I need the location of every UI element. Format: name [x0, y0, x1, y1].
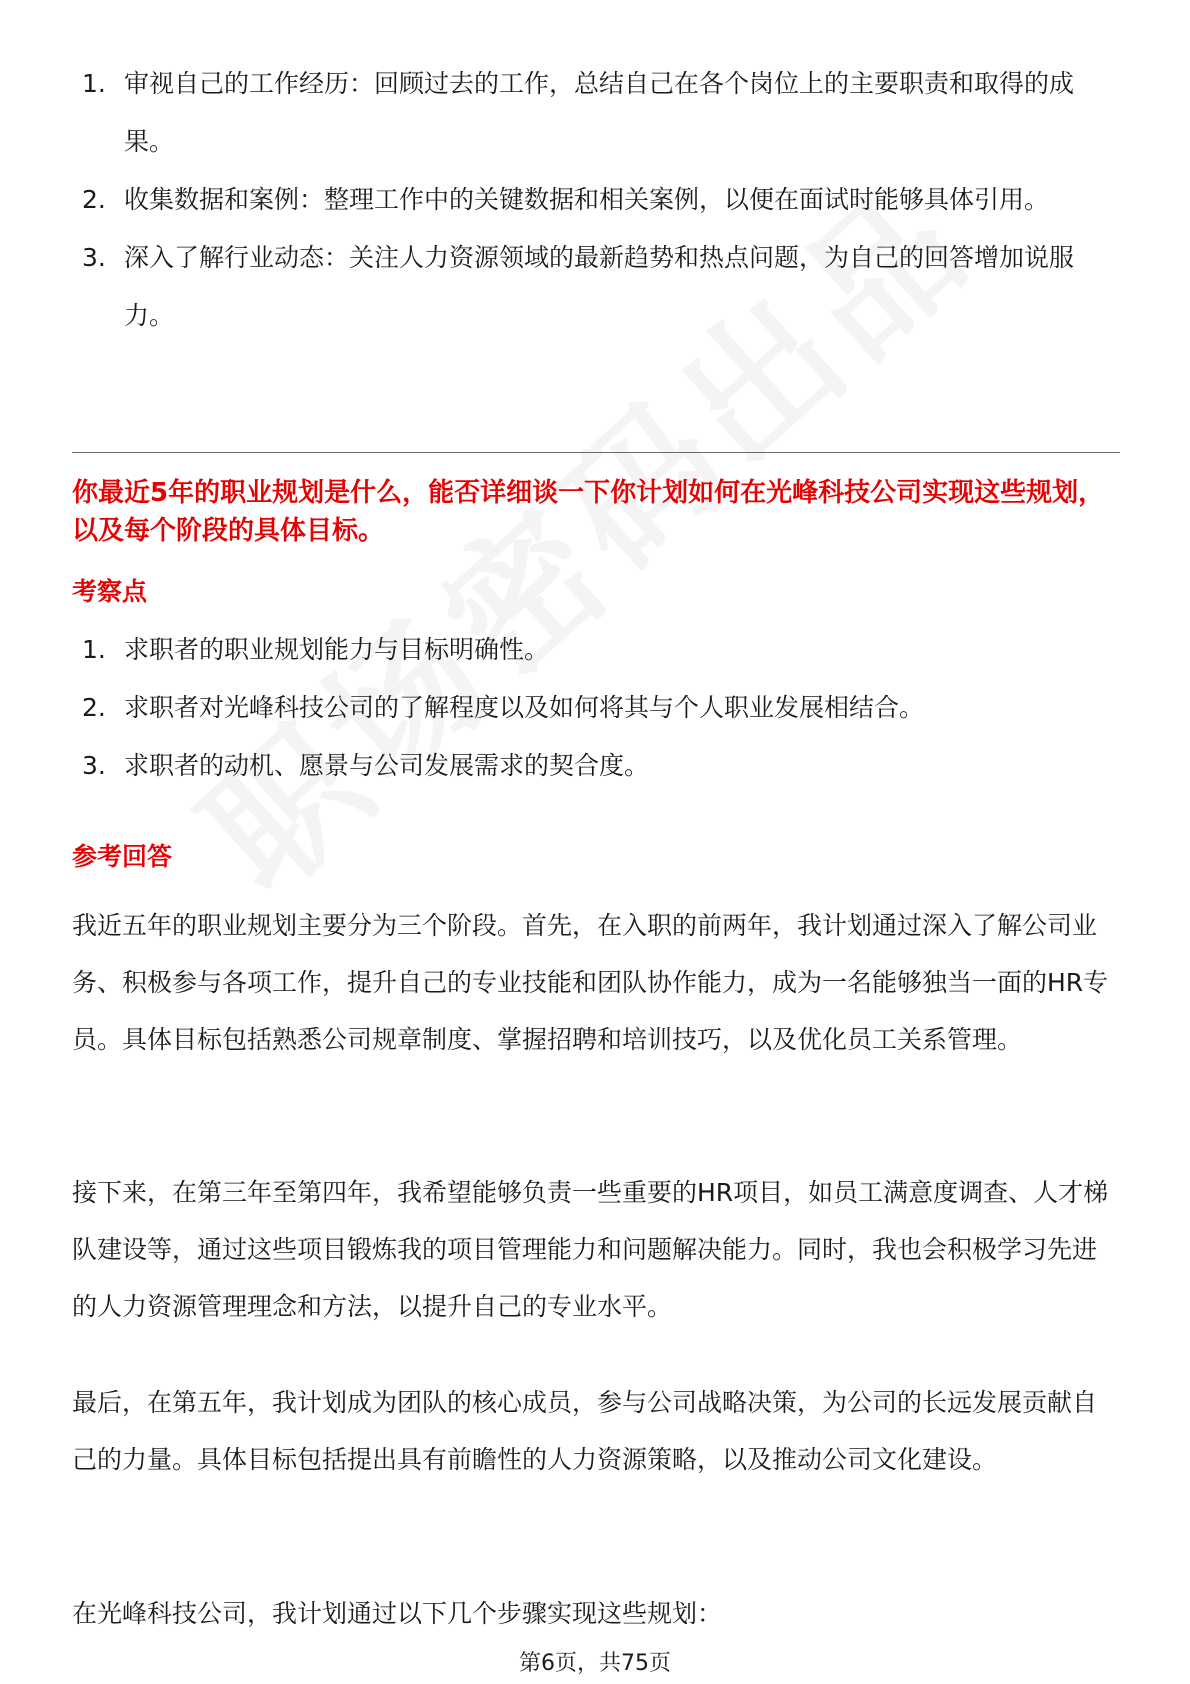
- list-number: 2.: [82, 693, 106, 722]
- list-item: [82, 748, 1122, 784]
- list-number: 1.: [82, 635, 106, 664]
- list-number: 2.: [82, 185, 106, 214]
- list-item: [82, 632, 1122, 668]
- list-number: 3.: [82, 751, 106, 780]
- page-number: 第6页，共75页: [519, 1651, 671, 1676]
- answer-paragraph: 最后，在第五年，我计划成为团队的核心成员，参与公司战略决策，为公司的长远发展贡献自己的力量。具体目标包括提出具有前瞻性的人力资源策略，以及推动公司文化建设。: [72, 1388, 1098, 1474]
- interview-question: 你最近5年的职业规划是什么，能否详细谈一下你计划如何在光峰科技公司实现这些规划，以及每个阶段的具体目标。: [72, 478, 1105, 546]
- section-title-kaocha: 考察点: [72, 577, 148, 606]
- list-item: [82, 171, 1122, 229]
- list-text: 求职者的职业规划能力与目标明确性。: [124, 635, 550, 664]
- list-item: [82, 55, 1122, 171]
- section-title-answer: 参考回答: [72, 842, 173, 871]
- list-text: 审视自己的工作经历：回顾过去的工作，总结自己在各个岗位上的主要职责和取得的成果。: [124, 69, 1075, 156]
- list-item: [82, 690, 1122, 726]
- section-divider: [72, 452, 1120, 453]
- answer-paragraph: 在光峰科技公司，我计划通过以下几个步骤实现这些规划：: [72, 1599, 723, 1628]
- answer-paragraph: 我近五年的职业规划主要分为三个阶段。首先，在入职的前两年，我计划通过深入了解公司业务、积极参与各项工作，提升自己的专业技能和团队协作能力，成为一名能够独当一面的HR专员。具体目标包括熟悉公司规章制度、掌握招聘和培训技巧，以及优化员工关系管理。: [72, 911, 1109, 1054]
- list-text: 求职者对光峰科技公司的了解程度以及如何将其与个人职业发展相结合。: [124, 693, 925, 722]
- list-text: 收集数据和案例：整理工作中的关键数据和相关案例，以便在面试时能够具体引用。: [124, 185, 1050, 214]
- evaluation-points-list: [82, 632, 1122, 806]
- preparation-list: [82, 55, 1122, 345]
- list-number: 3.: [82, 243, 106, 272]
- list-number: 1.: [82, 69, 106, 98]
- list-item: [82, 229, 1122, 345]
- list-text: 求职者的动机、愿景与公司发展需求的契合度。: [124, 751, 650, 780]
- answer-paragraph: 接下来，在第三年至第四年，我希望能够负责一些重要的HR项目，如员工满意度调查、人才梯队建设等，通过这些项目锻炼我的项目管理能力和问题解决能力。同时，我也会积极学习先进的人力资源管理理念和方法，以提升自己的专业水平。: [72, 1178, 1109, 1321]
- list-text: 深入了解行业动态：关注人力资源领域的最新趋势和热点问题，为自己的回答增加说服力。: [124, 243, 1075, 330]
